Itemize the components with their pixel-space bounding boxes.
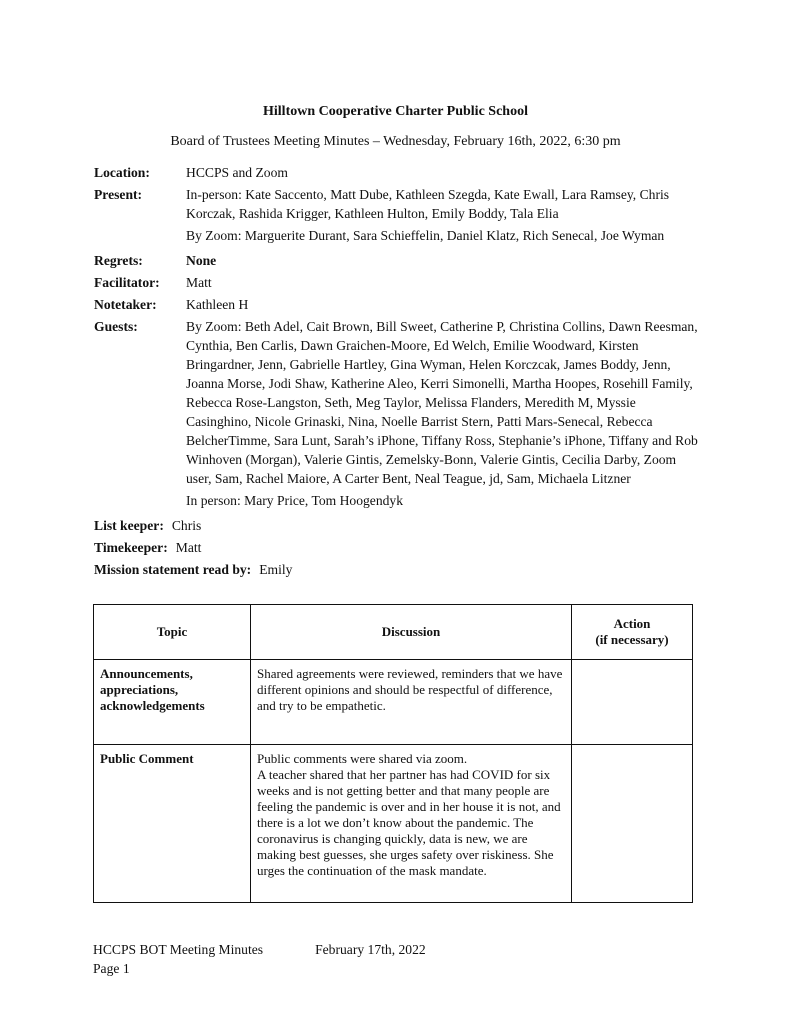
location-label: Location: — [94, 165, 150, 180]
document-subtitle: Board of Trustees Meeting Minutes – Wednesday, February 16th, 2022, 6:30 pm — [170, 134, 621, 149]
page-footer — [93, 940, 426, 978]
minutes-table — [93, 604, 693, 903]
notetaker-value: Kathleen H — [186, 297, 249, 312]
present-in-person: In-person: Kate Saccento, Matt Dube, Kathleen Szegda, Kate Ewall, Lara Ramsey, Chris Korczak, Rashida Krigger, Kathleen Hulton, Emily Boddy, Tala Elia — [186, 187, 670, 221]
location-value: HCCPS and Zoom — [186, 165, 288, 180]
discussion-text: Shared agreements were reviewed, reminders that we have different opinions and should be respectful of difference, and try to be empathetic. — [257, 666, 563, 713]
guests-by-zoom: By Zoom: Beth Adel, Cait Brown, Bill Sweet, Catherine P, Christina Collins, Dawn Reesman, Cynthia, Ben Carlis, Dawn Graichen-Moore, Ed Welch, Emilie Woodward, Kirsten Bringardner, Jenn, Gabrielle Hartley, Gina Wyman, Helen Korczcak, James Boddy, Jenn, Joanna Morse, Jodi Shaw, Katherine Aleo, Kerri Simonelli, Martha Hoopes, Rosehill Family, Rebecca Rose-Langston, Seth, Meg Taylor, Melissa Flanders, Meredith M, Myssie Casinghino, Nicole Grinaski, Nina, Noelle Barrist Stern, Patti Mars-Senecal, Rebecca BelcherTimme, Sara Lunt, Sarah’s iPhone, Tiffany Ross, Stephanie’s iPhone, Tiffany and Rob Winhoven (Morgan), Valerie Gintis, Zemelsky-Bonn, Valerie Gintis, Cecilia Darby, Zoom user, Sam, Rachel Maiore, A Carter Bent, Neal Teague, jd, Sam, Michaela Litzner — [186, 319, 698, 486]
mission-value: Emily — [259, 562, 293, 577]
regrets-row — [94, 251, 704, 270]
guests-row — [94, 317, 704, 513]
table-row — [94, 745, 693, 903]
action-header-line1: Action — [613, 616, 651, 631]
discussion-header: Discussion — [251, 605, 572, 660]
meeting-details — [94, 163, 704, 582]
facilitator-value: Matt — [186, 275, 212, 290]
present-by-zoom: By Zoom: Marguerite Durant, Sara Schieffelin, Daniel Klatz, Rich Senecal, Joe Wyman — [186, 228, 665, 243]
guests-in-person: In person: Mary Price, Tom Hoogendyk — [186, 493, 404, 508]
action-cell — [572, 660, 693, 745]
regrets-value: None — [186, 253, 217, 268]
topic-cell: Public Comment — [94, 745, 251, 903]
topic-header: Topic — [94, 605, 251, 660]
topic-cell: Announcements, appreciations, acknowledgements — [94, 660, 251, 745]
table-header-row — [94, 605, 693, 660]
guests-label: Guests: — [94, 319, 138, 334]
footer-doc-name: HCCPS BOT Meeting Minutes — [93, 942, 264, 957]
timekeeper-row — [94, 538, 704, 557]
facilitator-label: Facilitator: — [94, 275, 160, 290]
timekeeper-label: Timekeeper: — [94, 540, 168, 555]
mission-label: Mission statement read by: — [94, 562, 252, 577]
present-label: Present: — [94, 187, 143, 202]
list-keeper-row — [94, 516, 704, 535]
discussion-text: Public comments were shared via zoom. — [257, 751, 468, 766]
action-header-line2: (if necessary) — [595, 632, 669, 647]
action-header — [572, 605, 693, 660]
regrets-label: Regrets: — [94, 253, 143, 268]
page-number: Page 1 — [93, 961, 130, 976]
discussion-cell — [251, 745, 572, 903]
timekeeper-value: Matt — [175, 540, 202, 555]
document-title: Hilltown Cooperative Charter Public School — [263, 104, 528, 119]
list-keeper-label: List keeper: — [94, 518, 164, 533]
notetaker-label: Notetaker: — [94, 297, 157, 312]
discussion-text: A teacher shared that her partner has had COVID for six weeks and is not getting better and that many people are feeling the pandemic is over and in her house it is not, and there is a lot we don’t know about the pandemic. The coronavirus is changing quickly, data is new, we are making best guesses, she urges safety over riskiness. She urges the continuation of the mask mandate. — [257, 767, 561, 878]
action-cell — [572, 745, 693, 903]
location-row — [94, 163, 704, 182]
list-keeper-value: Chris — [171, 518, 202, 533]
notetaker-row — [94, 295, 704, 314]
present-row — [94, 185, 704, 248]
footer-date: February 17th, 2022 — [315, 942, 426, 957]
discussion-cell — [251, 660, 572, 745]
facilitator-row — [94, 273, 704, 292]
table-row — [94, 660, 693, 745]
mission-row — [94, 560, 704, 579]
